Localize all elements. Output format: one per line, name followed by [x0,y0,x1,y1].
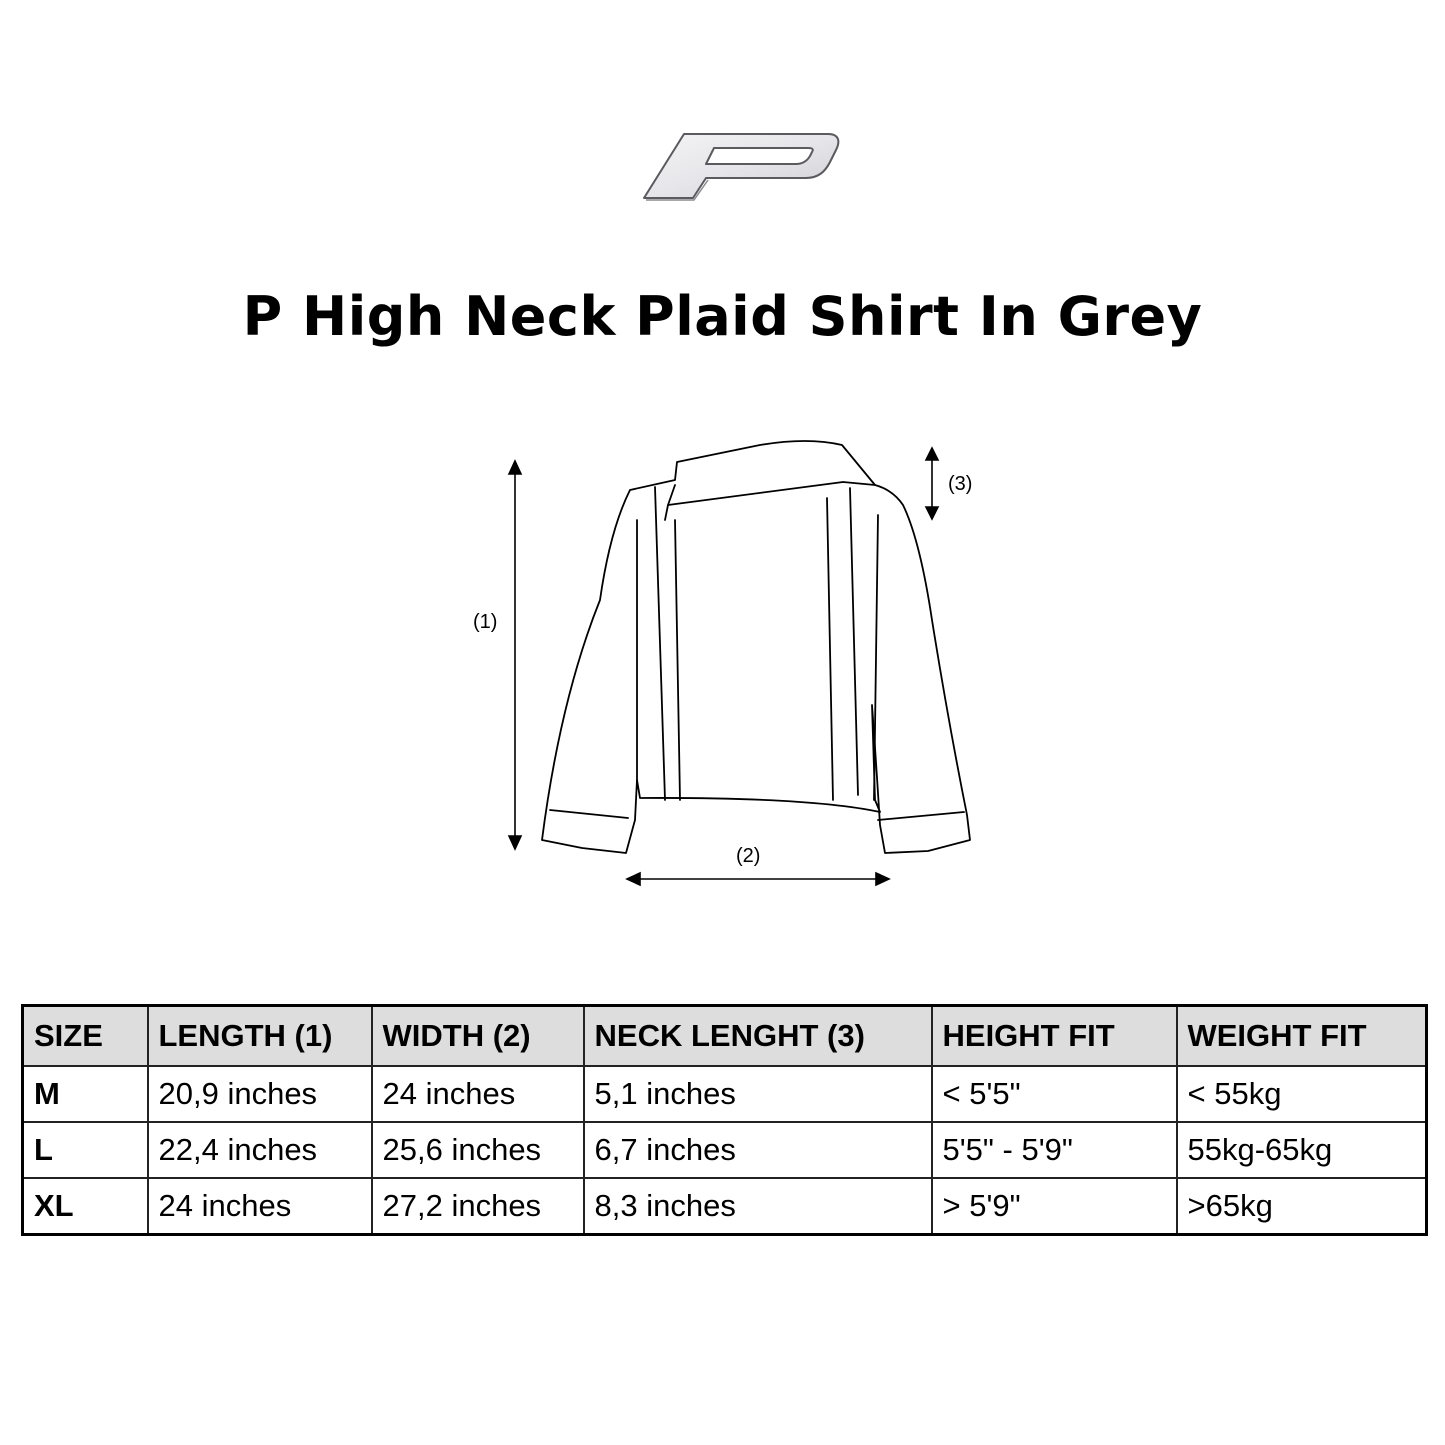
neck-length-cell: 5,1 inches [584,1066,932,1122]
table-row [23,1178,1427,1235]
width-label: (2) [736,845,761,867]
length-cell: 20,9 inches [148,1066,372,1122]
table-row [23,1122,1427,1178]
header-length: LENGTH (1) [148,1006,372,1067]
shirt-diagram [430,420,1030,910]
weight-fit-cell: 55kg-65kg [1177,1122,1427,1178]
size-cell: M [23,1066,148,1122]
length-cell: 24 inches [148,1178,372,1235]
neck-length-cell: 6,7 inches [584,1122,932,1178]
neck-label: (3) [948,473,973,495]
header-size: SIZE [23,1006,148,1067]
length-arrow [509,461,521,849]
height-fit-cell: < 5'5" [932,1066,1177,1122]
header-width: WIDTH (2) [372,1006,584,1067]
neck-length-cell: 8,3 inches [584,1178,932,1235]
header-weight-fit: WEIGHT FIT [1177,1006,1427,1067]
size-cell: XL [23,1178,148,1235]
neck-arrow [926,448,938,519]
height-fit-cell: 5'5" - 5'9" [932,1122,1177,1178]
width-cell: 27,2 inches [372,1178,584,1235]
table-row [23,1066,1427,1122]
header-neck-length: NECK LENGHT (3) [584,1006,932,1067]
weight-fit-cell: >65kg [1177,1178,1427,1235]
weight-fit-cell: < 55kg [1177,1066,1427,1122]
length-cell: 22,4 inches [148,1122,372,1178]
width-cell: 24 inches [372,1066,584,1122]
size-chart-table [21,1004,1428,1236]
table-header-row [23,1006,1427,1067]
width-arrow [627,873,889,885]
size-cell: L [23,1122,148,1178]
shirt-outline-icon [542,441,973,853]
length-label: (1) [473,611,498,633]
header-height-fit: HEIGHT FIT [932,1006,1177,1067]
p-logo-icon [636,128,840,204]
page-title: P High Neck Plaid Shirt In Grey [242,285,1203,348]
width-cell: 25,6 inches [372,1122,584,1178]
height-fit-cell: > 5'9" [932,1178,1177,1235]
